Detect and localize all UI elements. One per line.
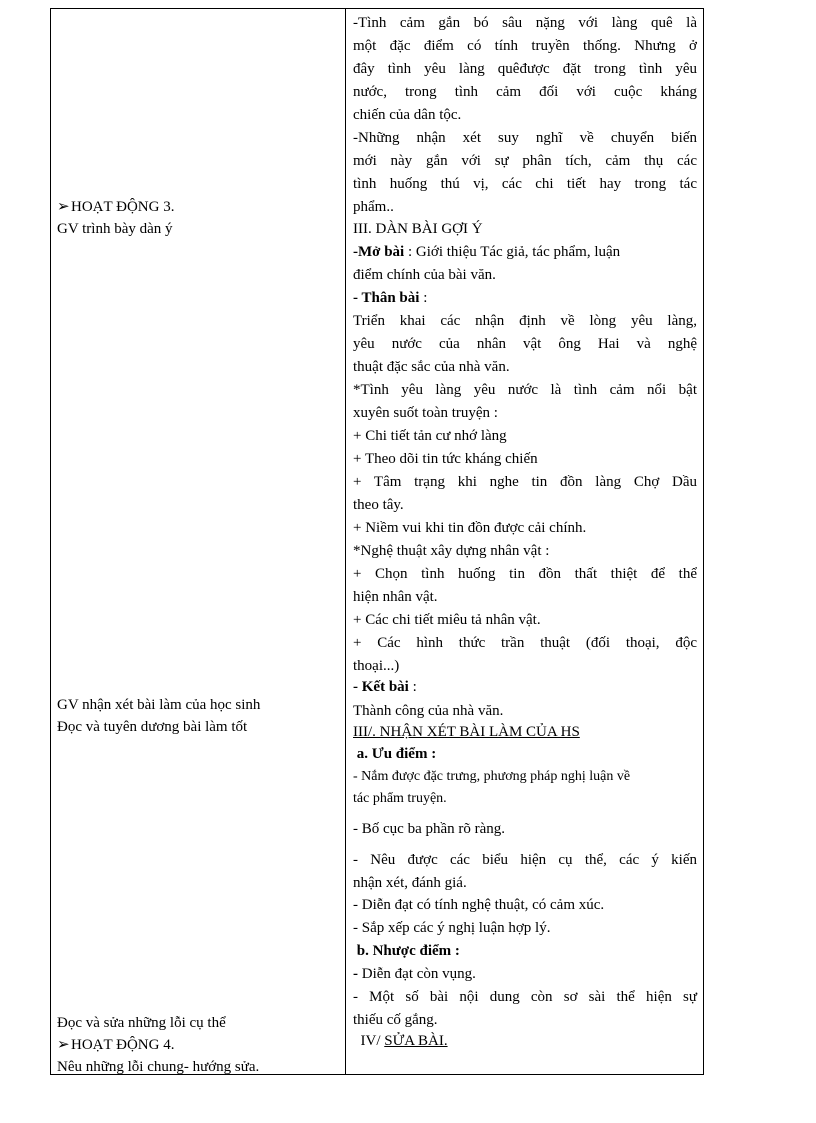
conclusion-heading: - Kết bài : — [353, 679, 417, 695]
common-errors: Nêu những lỗi chung- hướng sửa. — [57, 1059, 260, 1075]
strength-line: tác phẩm truyện. — [353, 791, 447, 806]
fix-heading: IV/ SỬA BÀI. — [353, 1033, 448, 1049]
body-line: yêu nước của nhân vật ông Hai và nghệ — [353, 336, 697, 352]
bullet-line: theo tây. — [353, 497, 404, 513]
intro-line-2: điểm chính của bài văn. — [353, 267, 496, 283]
body-heading: - Thân bài : — [353, 290, 428, 306]
strength-line: - Nêu được các biểu hiện cụ thể, các ý kiến — [353, 852, 697, 868]
bullet-line: + Chi tiết tản cư nhớ làng — [353, 428, 507, 444]
strength-line: - Sắp xếp các ý nghị luận hợp lý. — [353, 920, 551, 936]
column-divider — [345, 9, 346, 1074]
para-line: mới này gắn với sự phân tích, cảm thụ các — [353, 153, 697, 169]
para-line: -Tình cảm gắn bó sâu nặng với làng quê là — [353, 15, 697, 31]
gv-comments: GV nhận xét bài làm của học sinh — [57, 697, 261, 713]
bullet-line: + Các chi tiết miêu tả nhân vật. — [353, 612, 541, 628]
art-heading: *Nghệ thuật xây dựng nhân vật : — [353, 543, 550, 559]
para-line: -Những nhận xét suy nghĩ về chuyển biến — [353, 130, 697, 146]
activity-4-heading: ➢HOẠT ĐỘNG 4. — [57, 1037, 175, 1053]
bullet-line: thoại...) — [353, 658, 400, 674]
para-line: chiến của dân tộc. — [353, 107, 462, 123]
bullet-line: + Niềm vui khi tin đồn được cải chính. — [353, 520, 587, 536]
bullet-line: + Chọn tình huống tin đồn thất thiệt để thể — [353, 566, 697, 582]
strength-line: nhận xét, đánh giá. — [353, 875, 467, 891]
para-line: đây tình yêu làng quêđược đặt trong tình yêu — [353, 61, 697, 77]
para-line: phẩm.. — [353, 199, 394, 215]
love-line: xuyên suốt toàn truyện : — [353, 405, 498, 421]
body-line: thuật đặc sắc của nhà văn. — [353, 359, 510, 375]
read-fix-errors: Đọc và sửa những lỗi cụ thể — [57, 1015, 226, 1031]
review-heading: III/. NHẬN XÉT BÀI LÀM CỦA HS — [353, 724, 580, 740]
lesson-table — [50, 8, 704, 1075]
bullet-line: + Các hình thức trần thuật (đối thoại, độc — [353, 635, 697, 651]
bullet-line: + Tâm trạng khi nghe tin đồn làng Chợ Dầu — [353, 474, 697, 490]
gv-presents-outline: GV trình bày dàn ý — [57, 221, 173, 237]
para-line: nước, trong tình cảm đối với cuộc kháng — [353, 84, 697, 100]
conclusion-line: Thành công của nhà văn. — [353, 703, 504, 719]
para-line: một đặc điểm có tính truyền thống. Nhưng ở — [353, 38, 697, 54]
para-line: tình huống thú vị, các chi tiết hay trong tác — [353, 176, 697, 192]
weakness-line: thiếu cố gắng. — [353, 1012, 438, 1028]
strength-line: - Diễn đạt có tính nghệ thuật, có cảm xúc. — [353, 897, 605, 913]
arrow-bullet-icon: ➢ — [57, 199, 70, 215]
activity-3-heading: ➢HOẠT ĐỘNG 3. — [57, 199, 175, 215]
strength-line: - Nắm được đặc trưng, phương pháp nghị luận về — [353, 769, 631, 784]
weakness-line: - Diễn đạt còn vụng. — [353, 966, 476, 982]
bullet-line: hiện nhân vật. — [353, 589, 438, 605]
intro-line: -Mở bài : Giới thiệu Tác giả, tác phẩm, luận — [353, 244, 621, 260]
read-praise: Đọc và tuyên dương bài làm tốt — [57, 719, 248, 735]
strengths-heading: a. Ưu điểm : — [356, 746, 437, 762]
strength-line: - Bố cục ba phần rõ ràng. — [353, 821, 506, 837]
outline-heading: III. DÀN BÀI GỢI Ý — [353, 221, 483, 237]
weakness-line: - Một số bài nội dung còn sơ sài thể hiện sự — [353, 989, 697, 1005]
bullet-line: + Theo dõi tin tức kháng chiến — [353, 451, 538, 467]
body-line: Triển khai các nhận định về lòng yêu làng, — [353, 313, 697, 329]
love-line: *Tình yêu làng yêu nước là tình cảm nổi bật — [353, 382, 697, 398]
arrow-bullet-icon: ➢ — [57, 1037, 70, 1053]
weaknesses-heading: b. Nhược điểm : — [356, 943, 460, 959]
